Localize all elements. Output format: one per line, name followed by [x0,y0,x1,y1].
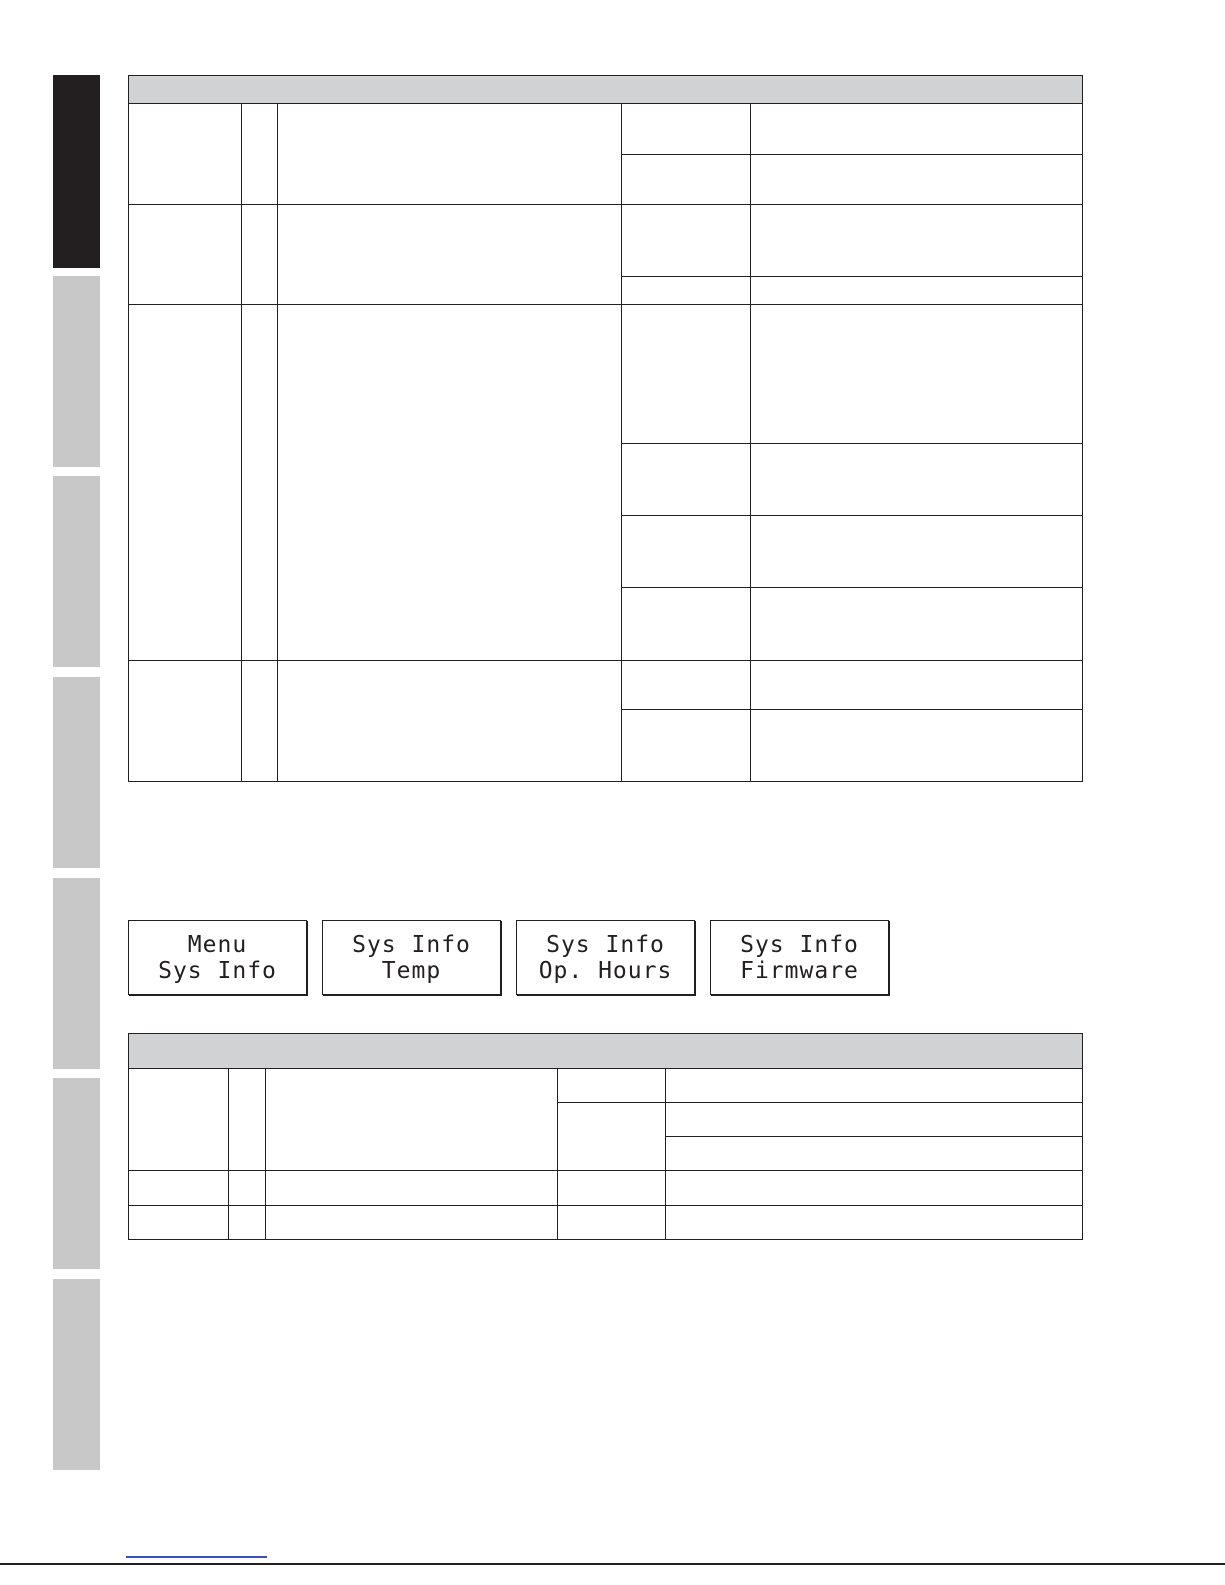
table-cell [622,305,751,444]
table-cell [129,661,242,782]
table-cell [242,305,278,661]
side-tab-5[interactable] [53,878,100,1069]
lcd-screen-sys-info-temp [322,920,501,995]
lcd-line-1: Sys Info [546,931,665,958]
table-cell [751,277,1083,305]
table-cell [666,1069,1083,1103]
table-cell [751,155,1083,205]
table-cell [622,104,751,155]
table-cell [266,1069,558,1171]
lcd-line-1: Sys Info [740,931,859,958]
table-cell [751,205,1083,277]
lcd-screen-sys-info-firmware [710,920,889,995]
table-header-row [129,1034,1083,1069]
table-cell [229,1206,266,1240]
table-cell [666,1171,1083,1206]
lcd-screen-sys-info-op-hours [516,920,695,995]
table-cell [266,1206,558,1240]
table-row [129,1171,1083,1206]
table-cell [666,1137,1083,1171]
table-cell [622,277,751,305]
table-cell [558,1103,666,1171]
table-cell [622,516,751,588]
table-cell [129,205,242,305]
table-cell [558,1206,666,1240]
table-cell [622,155,751,205]
table-row [129,104,1083,155]
table-header [129,76,1083,104]
table-cell [751,661,1083,710]
table-cell [622,588,751,661]
lcd-line-1: Sys Info [352,931,471,958]
footer-rule [0,1563,1225,1565]
table-cell [751,710,1083,782]
table-row [129,661,1083,710]
table-cell [622,710,751,782]
lcd-line-2: Firmware [740,957,859,984]
table-cell [751,444,1083,516]
table-cell [558,1069,666,1103]
table-header [129,1034,1083,1069]
side-tab-7[interactable] [53,1279,100,1470]
table-cell [129,1206,229,1240]
footer-link-underline[interactable] [126,1556,267,1558]
table-cell [242,104,278,205]
side-tab-6[interactable] [53,1078,100,1269]
table-cell [229,1171,266,1206]
table-cell [666,1206,1083,1240]
table-cell [129,305,242,661]
lcd-line-2: Temp [381,957,442,984]
table-header-row [129,76,1083,104]
table-cell [129,104,242,205]
lcd-line-2: Sys Info [158,957,277,984]
side-tab-1[interactable] [53,75,100,268]
table-row [129,205,1083,277]
table-cell [622,661,751,710]
table-cell [129,1069,229,1171]
table-cell [242,205,278,305]
table-cell [751,588,1083,661]
table-row [129,305,1083,444]
lcd-screen-menu-sys-info [128,920,307,995]
table-cell [751,305,1083,444]
lcd-line-1: Menu [187,931,248,958]
table-cell [266,1171,558,1206]
table-row [129,1206,1083,1240]
table-cell [229,1069,266,1171]
table-cell [278,305,622,661]
settings-table-bottom [128,1033,1083,1240]
table-cell [622,444,751,516]
table-cell [242,661,278,782]
table-cell [278,205,622,305]
table-cell [666,1103,1083,1137]
table-cell [278,104,622,205]
table-cell [278,661,622,782]
lcd-line-2: Op. Hours [538,957,673,984]
settings-table-top [128,75,1083,782]
table-row [129,1069,1083,1103]
table-cell [129,1171,229,1206]
side-tab-4[interactable] [53,677,100,868]
table-cell [751,104,1083,155]
table-cell [622,205,751,277]
table-cell [751,516,1083,588]
side-tab-3[interactable] [53,476,100,667]
side-tab-2[interactable] [53,276,100,467]
table-cell [558,1171,666,1206]
